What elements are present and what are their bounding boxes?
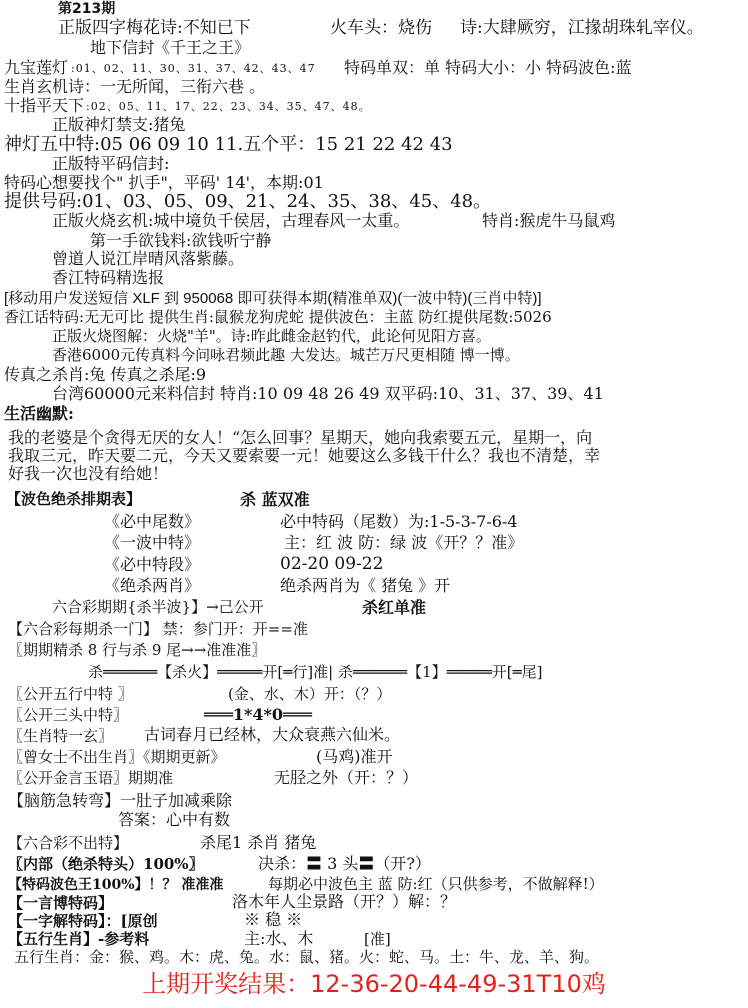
ten-fingers-numbers: :02、05、11、17、22、23、34、35、47、48。 xyxy=(86,100,371,113)
last-draw-result: 上期开奖结果：12-36-20-44-49-31T10鸡 xyxy=(142,970,606,998)
miss-zeng-label: 〖曾女士不出生肖〗《期期更新》 xyxy=(8,748,226,766)
half-wave-result: 杀红单准 xyxy=(362,598,427,617)
one-char-label: 【一字解特码】：[原创 xyxy=(8,912,158,930)
no-special-value: 杀尾1 杀肖 猪兔 xyxy=(200,833,317,852)
color-kill-result: 杀 蓝双准 xyxy=(240,490,310,509)
zodiac-poem-line: 生肖玄机诗：一无所闻，三衔六巷 。 xyxy=(4,77,266,96)
humor-text-1: 我的老婆是个贪得无厌的女人！“怎么回事？星期天，她向我索要五元，星期一，向 xyxy=(8,428,593,447)
color-kill-title: 【波色绝杀排期表】 xyxy=(6,490,142,508)
kill-element-title: 〖期期精杀 8 行与杀 9 尾→→准准准〗 xyxy=(8,641,267,659)
zodiac-mystery-value: 古词春月已经林，大众衰燕六仙米。 xyxy=(144,725,401,744)
taiwan-line: 台湾60000元来料信封 特肖:10 09 48 26 49 双平码:10、31、37、39、41 xyxy=(52,384,604,403)
wave-king-label: 【特码波色王100%】！？ 准准准 xyxy=(8,877,224,893)
wave-king-value: 每期必中波色主 蓝 防:红（只供参考，不做解释!） xyxy=(268,875,604,893)
special-code-line: 特码单双：单 特码大小：小 特码波色:蓝 xyxy=(344,58,632,77)
issue-number: 第213期 xyxy=(58,1,116,17)
forbidden-line: 正版神灯禁支:猪兔 xyxy=(52,115,186,134)
five-zodiac-label: 【五行生肖】-参考料 xyxy=(8,930,150,948)
five-element-label: 〖公开五行中特 〗 xyxy=(8,685,133,703)
humor-text-2: 我取三元，昨天要二元，今天又要索要一元！她要这么多钱干什么？我也不清楚，幸 xyxy=(8,446,601,465)
humor-text-3: 好我一次也没有给她！ xyxy=(8,464,169,483)
ten-fingers-label: 十指平天下 xyxy=(4,96,85,115)
humor-title: 生活幽默: xyxy=(4,404,74,423)
sms-ad-line: [移动用户发送短信 XLF 到 950068 即可获得本期(精准单双)(一波中特)(三肖中特)] xyxy=(4,290,542,307)
hongkong-fax-line: 香港6000元传真料今问咏君频此趣 大发达。城芒万尺更相随 博一博。 xyxy=(52,346,520,364)
special-zodiac-line: 特肖:猴虎牛马鼠鸡 xyxy=(482,211,616,230)
fire-diagram-line: 正版火烧图解：火烧"羊"。诗:昨此雌金赵钓代，此论何见阳方喜。 xyxy=(52,327,491,345)
special-riddle-line: 特码心想要找个" 扒手"，平码' 14'，本期:01 xyxy=(4,173,324,192)
provided-numbers-line: 提供号码:01、03、05、09、21、24、35、38、45、48。 xyxy=(4,191,492,212)
must-tail-label: 《必中尾数》 xyxy=(104,512,201,531)
internal-kill-label: 〖内部（绝杀特头）100%〗 xyxy=(8,855,204,873)
fax-kill-line: 传真之杀肖:兔 传真之杀尾:9 xyxy=(4,365,207,384)
miss-zeng-value: (马鸡)准开 xyxy=(316,747,393,766)
three-head-label: 〖公开三头中特〗 xyxy=(8,706,129,724)
five-zodiac-tag: [准] xyxy=(364,930,391,948)
one-wave-value: 主：红 波 防：绿 波《开？？准》 xyxy=(284,533,524,552)
five-element-zodiac-list: 五行生肖：金：猴、鸡。木：虎、兔。水：鼠、猪。火：蛇、马。土：牛、龙、羊、狗。 xyxy=(14,948,600,966)
no-special-label: 【六合彩不出特】 xyxy=(8,834,129,852)
kill-element-line: 杀══════【杀火】═════开[═行]准| 杀══════【1】═════开[═尾] xyxy=(88,663,543,681)
half-wave-line: 六合彩期期{杀半波}】→己公开 xyxy=(52,598,264,616)
plum-poem-line: 正版四字梅花诗:不知已下 xyxy=(58,18,251,38)
five-element-value: (金、水、木）开：（？） xyxy=(228,685,392,703)
newspaper-title: 香江特码精选报 xyxy=(52,268,165,287)
fire-riddle-line: 正版火烧玄机:城中境负千侯居，古理春风一太重。 xyxy=(52,211,410,230)
must-range-value: 02-20 09-22 xyxy=(280,554,384,574)
kill-door-line: 【六合彩每期杀一门】 禁：参门开：开==准 xyxy=(8,620,308,638)
one-word-label: 【一言博特码】 xyxy=(8,894,114,912)
xiangjiang-line: 香江话特码:无无可比 提供生肖:鼠猴龙狗虎蛇 提供波色：主蓝 防红提供尾数:5026 xyxy=(4,308,552,326)
envelope-line: 地下信封《千王之王》 xyxy=(90,38,251,57)
riddle-question: 【脑筋急转弯】一肚子加减乘除 xyxy=(8,791,233,810)
three-head-value: ═══1*4*0═══ xyxy=(204,705,312,724)
lotus-lamp-label: 九宝莲灯 xyxy=(4,58,69,77)
one-wave-label: 《一波中特》 xyxy=(104,533,201,552)
lotus-lamp-numbers: :01、02、11、30、31、37、42、43、47 xyxy=(71,62,316,75)
kill-two-label: 《绝杀两肖》 xyxy=(104,576,201,595)
golden-words-label: 〖公开金言玉语〗期期准 xyxy=(8,769,174,787)
zodiac-mystery-label: 〖生肖特一玄〗 xyxy=(8,727,114,745)
poem-line: 诗:大肆厥穷，江掾胡珠轧宰仪。 xyxy=(460,18,704,38)
envelope-title: 正版特平码信封: xyxy=(52,154,170,173)
magic-lamp-line: 神灯五中特:05 06 09 10 11.五个平：15 21 22 42 43 xyxy=(4,134,453,155)
train-head-line: 火车头：烧伤 xyxy=(330,18,432,38)
internal-kill-value: 决杀：〓 3 头〓（开?） xyxy=(258,854,431,873)
one-word-value: 洛木年人尘景路（开？）解：？ xyxy=(232,892,457,911)
taoist-line: 曾道人说江岸晴风落紫藤。 xyxy=(52,249,245,268)
golden-words-value: 无胫之外（开：？） xyxy=(274,768,419,787)
riddle-answer: 答案：心中有数 xyxy=(118,810,231,829)
one-char-value: ※ 稳 ※ xyxy=(244,910,303,929)
kill-two-value: 绝杀两肖为《 猪兔 》开 xyxy=(280,576,451,595)
must-tail-value: 必中特码（尾数）为:1-5-3-7-6-4 xyxy=(280,512,518,531)
first-hand-line: 第一手欲钱料:欲钱听宁静 xyxy=(90,231,272,250)
five-zodiac-main: 主:水、木 xyxy=(244,929,314,948)
must-range-label: 《必中特段》 xyxy=(104,555,201,574)
